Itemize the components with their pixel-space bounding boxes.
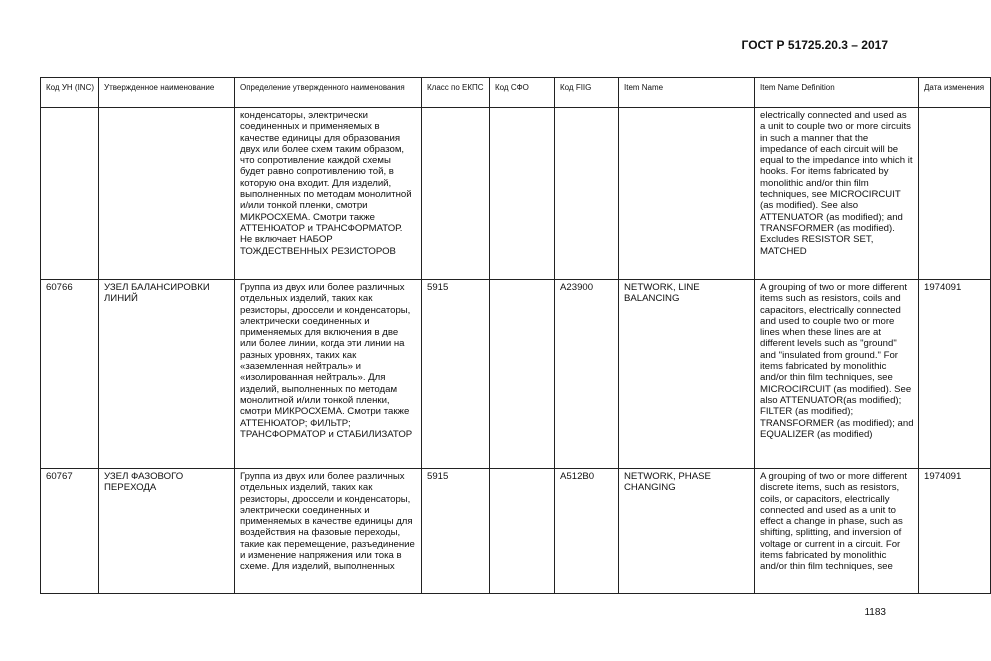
col-header-name-ru: Утвержденное наименование: [99, 78, 235, 108]
col-header-fiig: Код FIIG: [555, 78, 619, 108]
cell-date: [919, 108, 991, 280]
cell-fiig: A23900: [555, 280, 619, 469]
cell-name-ru: [99, 108, 235, 280]
cell-sfo: [490, 280, 555, 469]
table-row: [41, 108, 991, 280]
cell-definition-en: A grouping of two or more different discrete items, such as resistors, coils, or capacitors, electrically connected and used as a unit to effect a change in phase, such as shifting, splitting, and inversion of voltage or current in a circuit. For items fabricated by monolithic and/or thin film techniques, see: [755, 469, 919, 594]
cell-sfo: [490, 469, 555, 594]
cell-name-ru: УЗЕЛ ФАЗОВОГО ПЕРЕХОДА: [99, 469, 235, 594]
col-header-item-definition: Item Name Definition: [755, 78, 919, 108]
cell-definition-ru: конденсаторы, электрически соединенных и применяемых в качестве единицы для образования двух или более схем таким образом, что сопротивление каждой схемы будет равно сопротивлению той, в которую она входит. Для изделий, выполненных по методам монолитной и/или тонкой пленки, смотри МИКРОСХЕМА. Смотри также АТТЕНЮАТОР и ТРАНСФОРМАТОР. Не включает НАБОР ТОЖДЕСТВЕННЫХ РЕЗИСТОРОВ: [235, 108, 422, 280]
cell-ekps: 5915: [422, 280, 490, 469]
cell-date: 1974091: [919, 469, 991, 594]
cell-definition-ru: Группа из двух или более различных отдельных изделий, таких как резисторы, дроссели и конденсаторы, электрически соединенных и применяемых в качестве единицы для воздействия на фазовые переходы, такие как перемещение, разъединение и изменение напряжения или тока в схеме. Для изделий, выполненных: [235, 469, 422, 594]
cell-name-ru: УЗЕЛ БАЛАНСИРОВКИ ЛИНИЙ: [99, 280, 235, 469]
cell-definition-en: A grouping of two or more different items such as resistors, coils and capacitors, electrically connected and used to couple two or more lines when these lines are at different levels such as "ground" and "insulated from ground." For items fabricated by monolithic and/or thin film techniques, see MICROCIRCUIT (as modified). See also ATTENUATOR(as modified); FILTER (as modified); TRANSFORMER (as modified); and EQUALIZER (as modified): [755, 280, 919, 469]
cell-item-name: [619, 108, 755, 280]
table-header-row: [41, 78, 991, 108]
col-header-sfo: Код СФО: [490, 78, 555, 108]
cell-item-name: NETWORK, LINE BALANCING: [619, 280, 755, 469]
cell-fiig: [555, 108, 619, 280]
cell-fiig: A512B0: [555, 469, 619, 594]
document-header: ГОСТ Р 51725.20.3 – 2017: [741, 38, 888, 52]
cell-ekps: 5915: [422, 469, 490, 594]
page-number: 1183: [864, 607, 886, 618]
col-header-inc: Код УН (INC): [41, 78, 99, 108]
cell-definition-ru: Группа из двух или более различных отдельных изделий, таких как резисторы, дроссели и конденсаторы, электрически соединенных и применяемых для включения в две или более линии, когда эти линии на разных уровнях, таких как «заземленная нейтраль» и «изолированная нейтраль». Для изделий, выполненных по методам монолитной и/или тонкой пленки, смотри МИКРОСХЕМА. Смотри также АТТЕНЮАТОР; ФИЛЬТР; ТРАНСФОРМАТОР и СТАБИЛИЗАТОР: [235, 280, 422, 469]
col-header-definition-ru: Определение утвержденного наименования: [235, 78, 422, 108]
cell-sfo: [490, 108, 555, 280]
col-header-date: Дата изменения: [919, 78, 991, 108]
cell-item-name: NETWORK, PHASE CHANGING: [619, 469, 755, 594]
cell-inc: 60767: [41, 469, 99, 594]
col-header-item-name: Item Name: [619, 78, 755, 108]
cell-date: 1974091: [919, 280, 991, 469]
cell-inc: 60766: [41, 280, 99, 469]
specification-table: [40, 77, 991, 594]
table-row: [41, 280, 991, 469]
cell-ekps: [422, 108, 490, 280]
table-row: [41, 469, 991, 594]
cell-definition-en: electrically connected and used as a unit to couple two or more circuits in such a manner that the impedance of each circuit will be equal to the impedance into which it hooks. For items fabricated by monolithic and/or thin film techniques, see MICROCIRCUIT (as modified). See also ATTENUATOR (as modified); and TRANSFORMER (as modified). Excludes RESISTOR SET, MATCHED: [755, 108, 919, 280]
cell-inc: [41, 108, 99, 280]
col-header-ekps: Класс по ЕКПС: [422, 78, 490, 108]
